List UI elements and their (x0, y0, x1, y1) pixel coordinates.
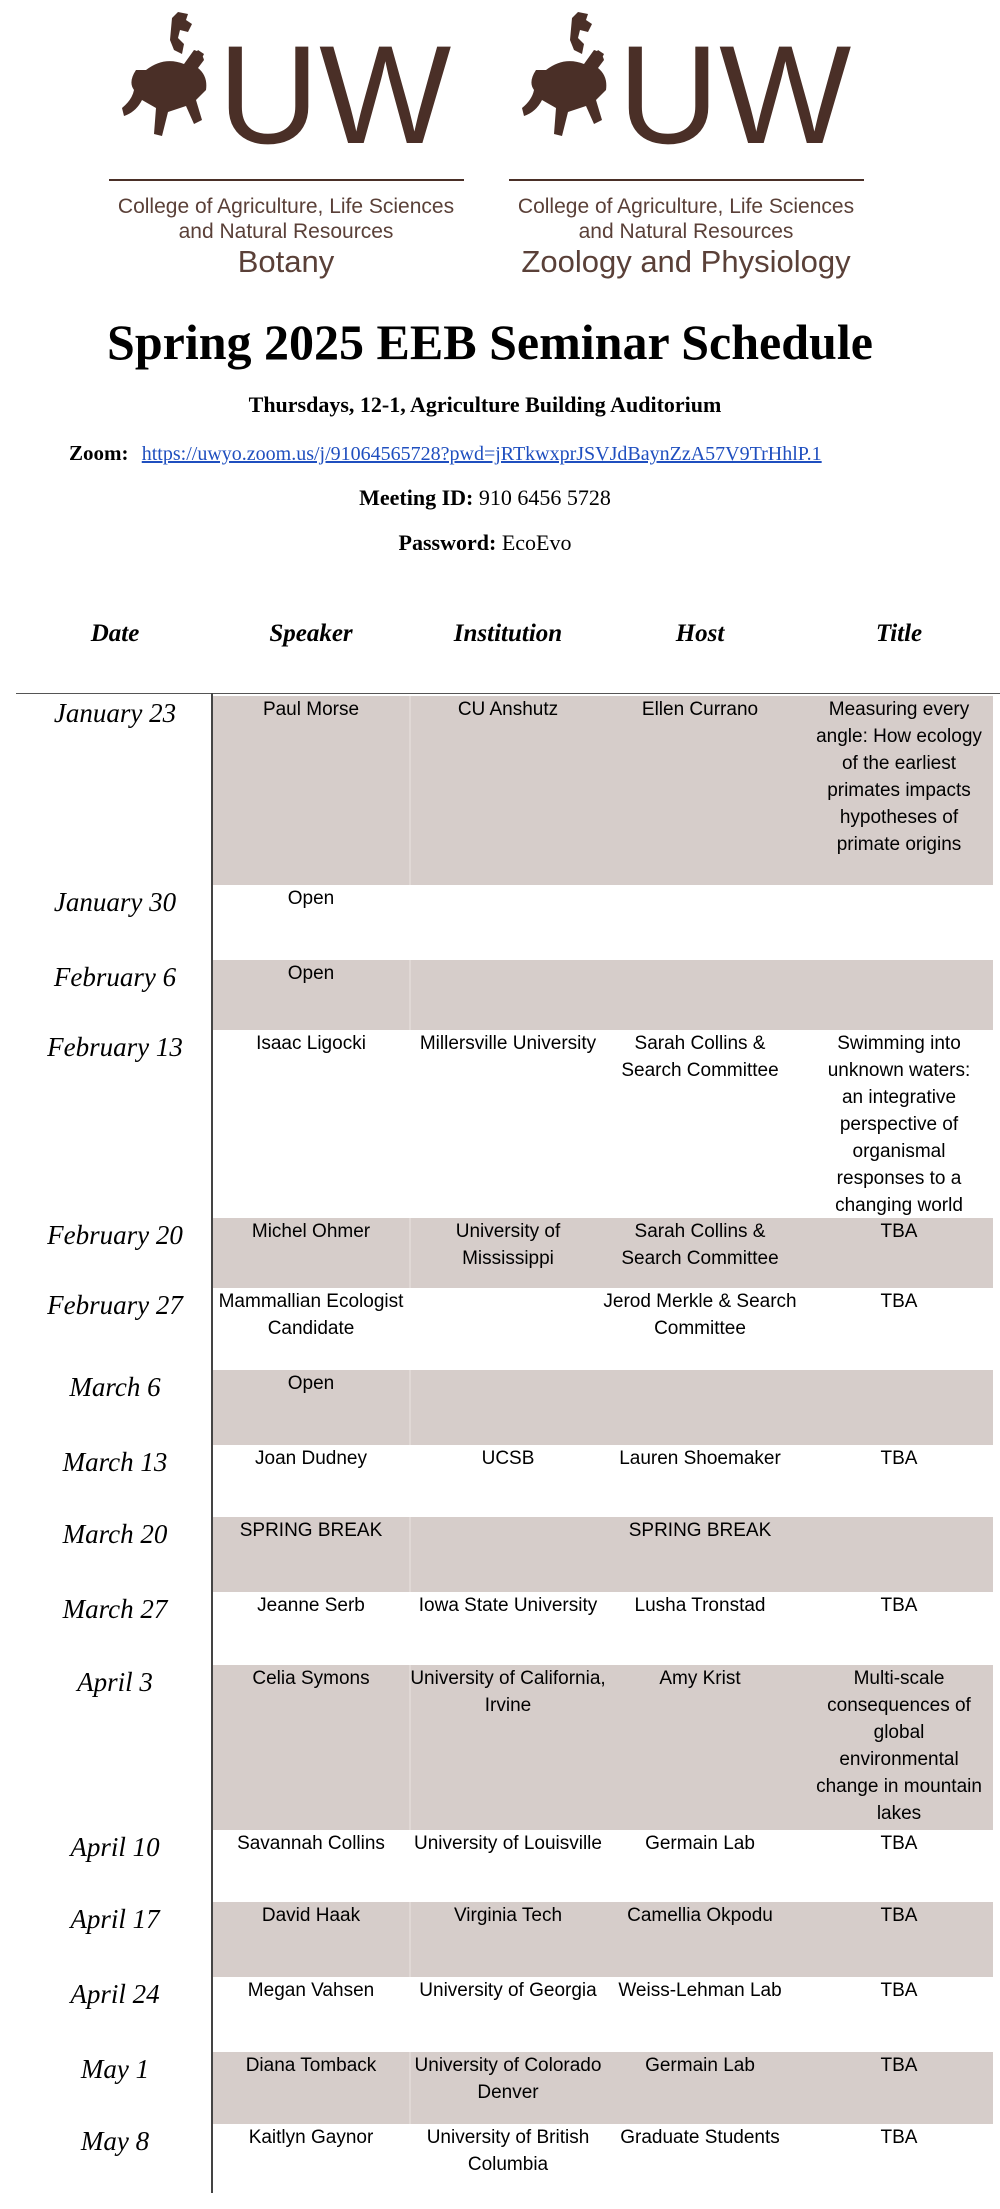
meeting-id-label: Meeting ID: (359, 485, 474, 510)
college-name: College of Agriculture, Life Sciences and Natural Resources (517, 195, 855, 243)
row-date: February 27 (47, 1290, 183, 1320)
row-host: Lusha Tronstad (634, 1595, 766, 1616)
row-date: March 6 (69, 1372, 161, 1402)
row-speaker: Celia Symons (252, 1668, 370, 1689)
row-date: February 20 (47, 1220, 183, 1250)
row-host: SPRING BREAK (628, 1520, 772, 1541)
table-row (0, 2124, 1000, 2196)
department-name: Botany (237, 244, 335, 279)
row-host: Graduate Students (620, 2127, 780, 2148)
header-rule (16, 693, 1000, 694)
logo-banner (0, 0, 1000, 290)
svg-text:UW: UW (218, 16, 452, 173)
row-speaker: David Haak (261, 1905, 361, 1926)
table-row (0, 885, 1000, 960)
zoom-link[interactable]: https://uwyo.zoom.us/j/91064565728?pwd=jRTkwxprJSVJdBaynZzA57V9TrHhlP.1 (141, 443, 822, 465)
meeting-id-value: 910 6456 5728 (478, 485, 611, 510)
row-host: Germain Lab (645, 1833, 755, 1854)
row-title: TBA (880, 1905, 918, 1926)
page-title: Spring 2025 EEB Seminar Schedule (107, 314, 873, 370)
column-header-speaker: Speaker (269, 620, 353, 647)
row-institution: Virginia Tech (453, 1905, 563, 1926)
row-institution: University of Colorado Denver (414, 2055, 602, 2103)
password-label: Password: (398, 530, 497, 555)
password-value: EcoEvo (501, 530, 572, 555)
table-row (0, 696, 1000, 885)
row-date: May 1 (80, 2054, 150, 2084)
zoom-label: Zoom: (69, 441, 129, 465)
table-row (0, 1830, 1000, 1902)
row-host: Germain Lab (645, 2055, 755, 2076)
zoology-logo (506, 8, 866, 279)
column-header-institution: Institution (453, 620, 563, 647)
row-host: Weiss-Lehman Lab (618, 1980, 782, 2001)
table-row (0, 1517, 1000, 1592)
row-institution: UCSB (481, 1448, 535, 1469)
row-title: Measuring every angle: How ecology of the earliest primates impacts hypotheses of primate origins (816, 699, 982, 855)
row-date: April 10 (70, 1832, 160, 1862)
table-row (0, 1592, 1000, 1665)
logo-divider (509, 179, 864, 181)
row-date: January 30 (53, 887, 177, 917)
logo-divider (109, 179, 464, 181)
row-institution: Iowa State University (418, 1595, 598, 1616)
table-row (0, 960, 1000, 1030)
row-host: Lauren Shoemaker (619, 1448, 781, 1469)
table-row (0, 1030, 1000, 1218)
row-speaker: Mammallian Ecologist Candidate (218, 1291, 404, 1339)
row-date: February 6 (53, 962, 177, 992)
botany-logo (106, 8, 466, 279)
department-name: Zoology and Physiology (521, 244, 851, 279)
row-host: Jerod Merkle & Search Committee (603, 1291, 797, 1339)
meeting-id-line (0, 485, 970, 511)
row-title: Multi-scale consequences of global environmental change in mountain lakes (816, 1668, 982, 1824)
table-row (0, 1902, 1000, 1977)
row-host: Sarah Collins & Search Committee (621, 1033, 779, 1081)
row-speaker: SPRING BREAK (239, 1520, 383, 1541)
row-institution: Millersville University (419, 1033, 597, 1054)
row-title: TBA (880, 2127, 918, 2148)
row-speaker: Diana Tomback (245, 2055, 377, 2076)
row-title: TBA (880, 1833, 918, 1854)
row-host: Ellen Currano (641, 699, 759, 720)
column-header-host: Host (675, 620, 725, 647)
row-title: TBA (880, 2055, 918, 2076)
row-speaker: Open (287, 963, 335, 984)
table-row (0, 1218, 1000, 1288)
row-speaker: Jeanne Serb (257, 1595, 365, 1616)
column-header-date: Date (90, 620, 140, 647)
row-institution: University of British Columbia (426, 2127, 590, 2175)
row-institution: University of Georgia (419, 1980, 597, 2001)
svg-text:UW: UW (618, 16, 852, 173)
bucking-horse-logo-icon (106, 8, 466, 173)
row-date: April 24 (70, 1979, 160, 2009)
row-title: TBA (880, 1980, 918, 2001)
table-row (0, 1977, 1000, 2052)
row-speaker: Megan Vahsen (247, 1980, 375, 2001)
row-institution: University of Louisville (414, 1833, 602, 1854)
row-date: April 3 (77, 1667, 153, 1697)
row-speaker: Joan Dudney (255, 1448, 367, 1469)
zoom-line (69, 441, 822, 466)
row-speaker: Isaac Ligocki (256, 1033, 366, 1054)
row-institution: CU Anshutz (457, 699, 559, 720)
row-speaker: Savannah Collins (237, 1833, 385, 1854)
row-title: TBA (880, 1221, 918, 1242)
row-date: March 13 (62, 1447, 168, 1477)
password-line (0, 530, 970, 556)
row-date: March 20 (62, 1519, 168, 1549)
bucking-horse-logo-icon (506, 8, 866, 173)
table-row (0, 1665, 1000, 1830)
row-host: Amy Krist (659, 1668, 741, 1689)
row-title: Swimming into unknown waters: an integrative perspective of organismal responses to a changing world (827, 1033, 971, 1216)
table-row (0, 2052, 1000, 2124)
row-host: Sarah Collins & Search Committee (621, 1221, 779, 1269)
row-date: February 13 (47, 1032, 183, 1062)
row-speaker: Open (287, 888, 335, 909)
row-title: TBA (880, 1291, 918, 1312)
row-date: May 8 (80, 2126, 150, 2156)
table-row (0, 1370, 1000, 1445)
row-institution: University of California, Irvine (410, 1668, 606, 1716)
row-date: January 23 (53, 698, 177, 728)
table-row (0, 1288, 1000, 1370)
row-institution: University of Mississippi (455, 1221, 561, 1269)
date-column-rule (211, 693, 213, 2193)
column-header-title: Title (875, 620, 923, 647)
row-date: April 17 (70, 1904, 160, 1934)
row-title: TBA (880, 1595, 918, 1616)
row-speaker: Michel Ohmer (251, 1221, 371, 1242)
row-speaker: Open (287, 1373, 335, 1394)
table-row (0, 1445, 1000, 1517)
row-speaker: Kaitlyn Gaynor (248, 2127, 374, 2148)
college-name: College of Agriculture, Life Sciences and Natural Resources (117, 195, 455, 243)
row-title: TBA (880, 1448, 918, 1469)
row-speaker: Paul Morse (262, 699, 360, 720)
row-host: Camellia Okpodu (627, 1905, 773, 1926)
row-date: March 27 (62, 1594, 168, 1624)
seminar-time-location: Thursdays, 12-1, Agriculture Building Auditorium (248, 392, 722, 417)
